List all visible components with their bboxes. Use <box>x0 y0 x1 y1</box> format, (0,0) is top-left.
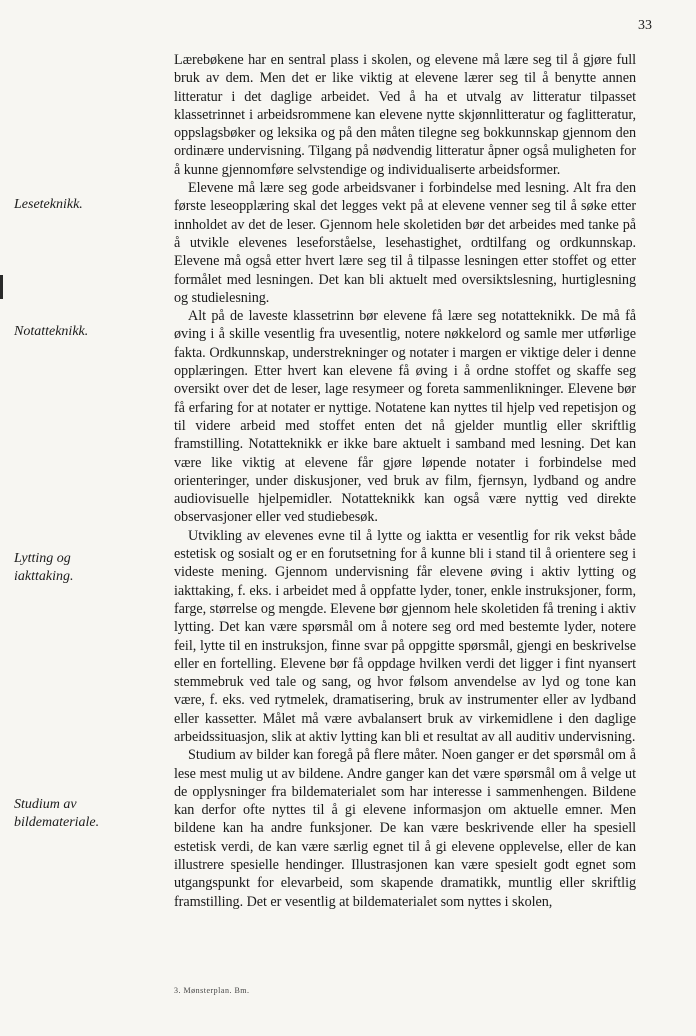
margin-note-text: Notatteknikk. <box>14 324 89 339</box>
margin-note-line: bildemateriale. <box>14 815 100 830</box>
page-edge-mark <box>0 275 3 299</box>
paragraph-leseteknikk: Elevene må lære seg gode arbeidsvaner i forbindelse med lesning. Alt fra den første leseopplæring skal det legges vekt på at elevene venner seg til å søke etter innholdet av det de leser. Gjennom hele skoletiden bør det arbeides med tanke på å utvikle elevenes leseforståelse, lesehastighet, ordtilfang og ordkunnskap. Elevene må også etter hvert lære seg til å tilpasse lesningen etter stoffet og etter formålet med lesningen. Det kan bli aktuelt med oversiktslesning, hurtiglesning og studielesning. <box>174 180 636 306</box>
margin-note-studium <box>14 796 164 832</box>
margin-note-leseteknikk <box>14 196 164 214</box>
margin-note-line: iakttaking. <box>14 569 74 584</box>
page-footer: 3. Mønsterplan. Bm. <box>174 986 250 995</box>
margin-note-line: Studium av <box>14 797 77 812</box>
paragraph-intro: Lærebøkene har en sentral plass i skolen, og elevene må lære seg til å gjøre full bruk av dem. Men det er like viktig at elevene lærer seg til å benytte annen litteratur i det daglige arbeidet. Ved å ha et utvalg av litteratur tilpasset klassetrinnet i arbeidsrommene kan elevene nytte skjønnlitteratur og faglitteratur, oppslagsbøker og leksika og på den måten tilegne seg bokkunnskap gjennom den ordinære undervisning. Tilgang på nødvendig litteratur åpner også muligheten for å kunne gjennomføre selvstendige og individualiserte arbeidsformer. <box>174 52 636 178</box>
paragraph-lytting: Utvikling av elevenes evne til å lytte og iaktta er vesentlig for rik vekst både estetisk og sosialt og er en forutsetning for å kunne bli i stand til å orientere seg i videste mening. Gjennom undervisning får elevene øving i aktiv lytting og iakttaking, f. eks. i arbeidet med å oppfatte lyder, toner, enkle instruksjoner, form, farge, størrelse og mengde. Elevene bør gjennom hele skoletiden få trening i aktiv lytting. Det kan være spørsmål om å notere seg ord med bestemte lyder, notere feil, lytte til en instruksjon, finne svar på oppgitte spørsmål, gjengi en beskrivelse eller en fortelling. Elevene bør få oppdage hvilken verdi det ligger i fint nyansert stemmebruk ved tale og sang, og hvor følsom anvendelse av lyd og tone kan være, f. eks. ved rytmelek, dramatisering, bruk av instrumenter eller av lydband eller kassetter. Målet må være avbalansert bruk av virkemidlene i den daglige arbeidssituasjon, slik at aktiv lytting kan bli et resultat av all auditiv undervisning. <box>174 527 636 745</box>
margin-note-text: Leseteknikk. <box>14 197 83 212</box>
paragraph-notatteknikk: Alt på de laveste klassetrinn bør elevene få lære seg notatteknikk. De må få øving i å skille vesentlig fra uvesentlig, notere nøkkelord og samle mer utførlige fakta. Ordkunnskap, understrekninger og notater i margen er viktige deler i denne opplæringen. Etter hvert kan elevene få øving i å ordne stoffet og skaffe seg oversikt over det de leser, lage resymeer og foreta sammenlikninger. Elevene bør få erfaring for at notater er nyttige. Notatene kan nyttes til hjelp ved repetisjon og til videre arbeid med stoffet enten det nå gjelder muntlig eller skriftlig framstilling. Notatteknikk er ikke bare aktuelt i samband med lesning. Det kan være like viktig at elevene får gjøre løpende notater i forbindelse med orienteringer, under diskusjoner, ved bruk av film, fjernsyn, lydband og andre audiovisuelle hjelpemidler. Notatteknikk kan også være nyttig ved direkte observasjoner eller ved studiebesøk. <box>174 308 636 526</box>
page-number: 33 <box>638 18 652 33</box>
paragraph-studium: Studium av bilder kan foregå på flere måter. Noen ganger er det spørsmål om å lese mest mulig ut av bildene. Andre ganger kan det være spørsmål om å velge ut de opplysninger fra bildematerialet som har interesse i sammenhengen. Bildene kan derfor ofte nyttes til å gi elevene informasjon om aktuelle emner. Men bildene kan ha andre funksjoner. De kan være beskrivende eller ha spesiell estetisk verdi, de kan være særlig egnet til å gi elevene opplevelse, eller de kan illustrere spesielle hendinger. Illustrasjonen kan være spesielt godt egnet som utgangspunkt for elevarbeid, som skapende dramatikk, muntlig eller skriftlig framstilling. Det er vesentlig at bildematerialet som nyttes i skolen, <box>174 747 636 910</box>
margin-note-line: Lytting og <box>14 551 71 566</box>
margin-note-notatteknikk <box>14 323 164 341</box>
body-text <box>174 51 636 911</box>
margin-note-lytting <box>14 550 164 586</box>
